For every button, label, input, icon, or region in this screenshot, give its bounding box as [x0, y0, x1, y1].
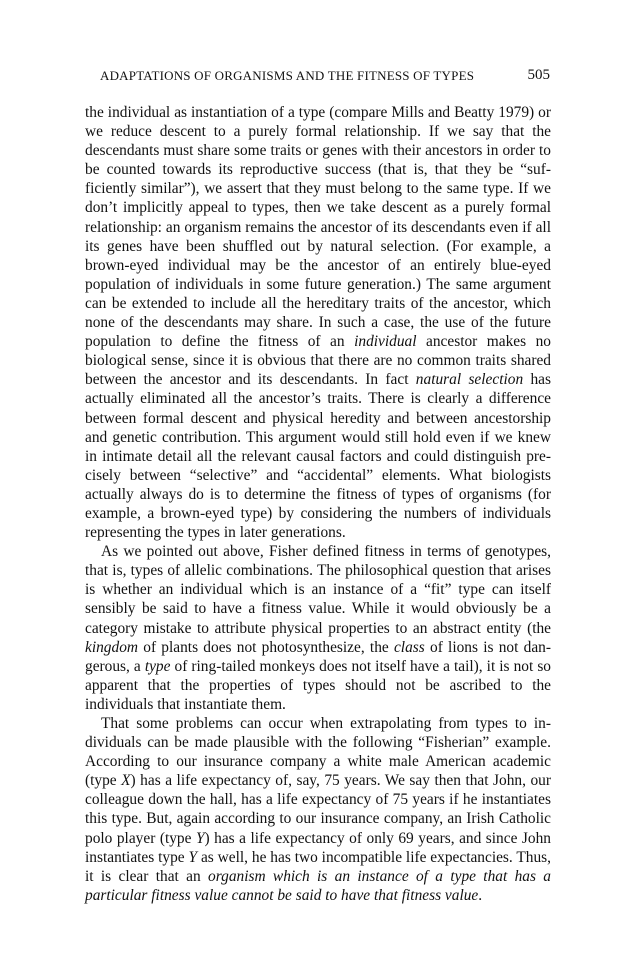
italic-run: kingdom: [85, 638, 139, 656]
italic-run: individual: [354, 333, 417, 351]
paragraph-2: [85, 542, 551, 714]
page-number: 505: [527, 67, 550, 83]
italic-run: type: [144, 657, 171, 675]
body-text: [85, 103, 551, 905]
text-run: ) has a life expectancy of, say, 75 years. We say then that John, our colleague down the hall, has a life expectancy of 75 years if he instantiates this type. But, again according to our insurance company, an Irish Catholic polo player (type: [85, 772, 551, 847]
italic-run: organism which is an instance of a type that has a particular fitness value cannot be said to have that fitness value: [85, 867, 551, 904]
text-run: of plants does not photosynthesize, the: [138, 638, 394, 656]
italic-run: class: [393, 638, 425, 656]
text-run: the individual as instantiation of a type (compare Mills and Beatty 1979) or we reduce descent to a purely formal relationship. If we say that the descendants must share some traits or genes with their ancestors in order to be counted towards its reproductive success (that is, that they be “sufficiently similar”), we assert that they must belong to the same type. If we don’t implicitly appeal to types, then we take descent as a purely formal relationship: an organism remains the ancestor of its descendants even if all its genes have been shuffled out by natural selection. (For example, a brown-eyed individual may be the ancestor of an entirely blue-eyed population of individuals in some future generation.) The same argument can be extended to include all the hereditary traits of the ancestor, which none of the descendants may share. In such a case, the use of the future population to define the fitness of an: [85, 104, 551, 351]
paragraph-1: [85, 103, 551, 542]
italic-run: Y: [195, 829, 205, 847]
italic-run: Y: [188, 848, 198, 866]
text-run: of lions is not dangerous, a: [85, 638, 551, 675]
text-run: As we pointed out above, Fisher defined fitness in terms of genotypes, that is, types of allelic combinations. The philosophical question that arises is whether an individual which is an instance of a “fit” type can itself sensibly be said to have a fitness value. While it would obviously be a category mistake to attribute physical properties to an abstract entity (the: [85, 543, 551, 637]
text-run: That some problems can occur when extrapolating from types to individuals can be made plausible with the following “Fisherian” example. According to our insurance company a white male American academic (type: [85, 715, 551, 790]
text-run: .: [478, 886, 483, 904]
page-header: [86, 68, 550, 90]
text-run: of ring-tailed monkeys does not itself have a tail), it is not so apparent that the properties of types should not be ascribed to the individuals that instantiate them.: [85, 657, 552, 713]
italic-run: natural selection: [415, 371, 524, 389]
text-run: as well, he has two incompatible life expectancies. Thus, it is clear that an: [85, 848, 552, 885]
running-head: ADAPTATIONS OF ORGANISMS AND THE FITNESS OF TYPES: [100, 68, 475, 83]
paragraph-3: [85, 714, 551, 905]
italic-run: X: [121, 772, 131, 790]
text-run: ) has a life expectancy of only 69 years, and since John instantiates type: [85, 829, 551, 866]
text-run: has actually eliminated all the ancestor’s traits. There is clearly a difference between formal descent and physical heredity and between ancestorship and genetic contribution. This argument would still hold even if we knew in intimate detail all the relevant causal factors and could distinguish precisely between “selective” and “accidental” elements. What biologists actually always do is to determine the fitness of types of organisms (for example, a brown-eyed type) by considering the numbers of individuals representing the types in later generations.: [85, 371, 551, 542]
text-run: ancestor makes no biological sense, since it is obvious that there are no common traits shared between the ancestor and its descendants. In fact: [85, 333, 551, 389]
